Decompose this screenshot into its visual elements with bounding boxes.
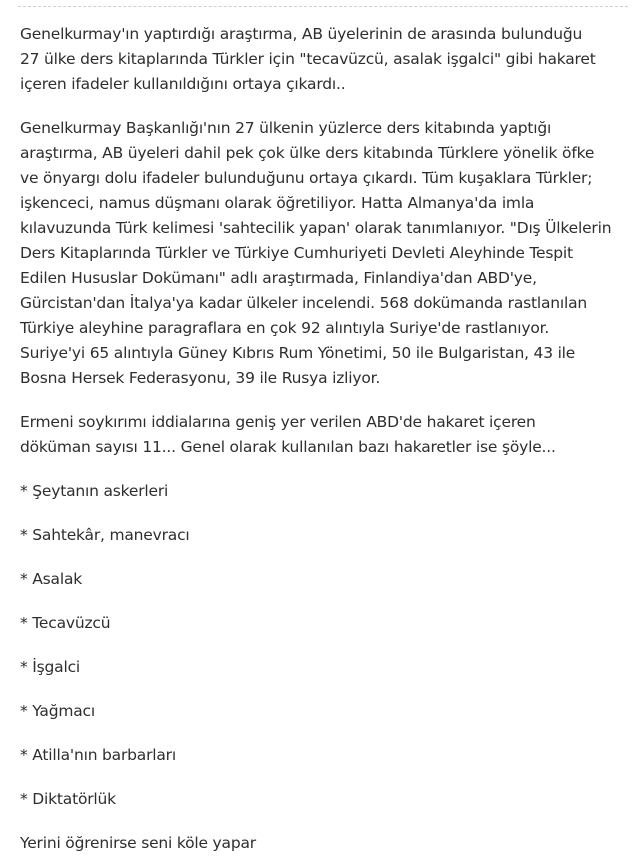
list-item: * Tecavüzcü [20, 614, 111, 632]
list-item: * İşgalci [20, 658, 80, 676]
body-line: Genelkurmay Başkanlığı'nın 27 ülkenin yüzlerce ders kitabında yaptığı [20, 119, 552, 137]
body-line: Ders Kitaplarında Türkler ve Türkiye Cumhuriyeti Devleti Aleyhinde Tespit [20, 244, 573, 262]
body-paragraph [20, 116, 632, 391]
summary-line: Ermeni soykırımı iddialarına geniş yer verilen ABD'de hakaret içeren [20, 413, 536, 431]
list-item: * Atilla'nın barbarları [20, 746, 176, 764]
intro-line: Genelkurmay'ın yaptırdığı araştırma, AB üyelerinin de arasında bulunduğu [20, 25, 583, 43]
intro-paragraph [20, 22, 632, 97]
article-text [20, 22, 632, 856]
body-line: kılavuzunda Türk kelimesi 'sahtecilik yapan' olarak tanımlanıyor. "Dış Ülkelerin [20, 219, 612, 237]
body-line: araştırma, AB üyeleri dahil pek çok ülke ders kitabında Türklere yönelik öfke [20, 144, 595, 162]
list-item: * Şeytanın askerleri [20, 482, 169, 500]
intro-line: içeren ifadeler kullanıldığını ortaya çıkardı.. [20, 75, 346, 93]
list-item: * Sahtekâr, manevracı [20, 526, 190, 544]
body-line: Bosna Hersek Federasyonu, 39 ile Rusya izliyor. [20, 369, 381, 387]
summary-line: döküman sayısı 11... Genel olarak kullanılan bazı hakaretler ise şöyle... [20, 438, 556, 456]
body-line: Edilen Hususlar Dokümanı" adlı araştırmada, Finlandiya'dan ABD'ye, [20, 269, 537, 287]
top-divider [18, 6, 628, 7]
body-line: Türkiye aleyhine paragraflara en çok 92 alıntıyla Suriye'de rastlanıyor. [20, 319, 550, 337]
insult-list [20, 479, 632, 812]
body-line: işkenceci, namus düşmanı olarak öğretiliyor. Hatta Almanya'da imla [20, 194, 535, 212]
summary-paragraph [20, 410, 632, 460]
body-line: Suriye'yi 65 alıntıyla Güney Kıbrıs Rum Yönetimi, 50 ile Bulgaristan, 43 ile [20, 344, 576, 362]
intro-line: 27 ülke ders kitaplarında Türkler için "tecavüzcü, asalak işgalci" gibi hakaret [20, 50, 596, 68]
list-item: * Diktatörlük [20, 790, 116, 808]
closing-line: Yerini öğrenirse seni köle yapar [20, 834, 256, 852]
list-item: * Asalak [20, 570, 83, 588]
list-item: * Yağmacı [20, 702, 95, 720]
body-line: ve önyargı dolu ifadeler bulunduğunu ortaya çıkardı. Tüm kuşaklara Türkler; [20, 169, 593, 187]
body-line: Gürcistan'dan İtalya'ya kadar ülkeler incelendi. 568 dokümanda rastlanılan [20, 294, 588, 312]
